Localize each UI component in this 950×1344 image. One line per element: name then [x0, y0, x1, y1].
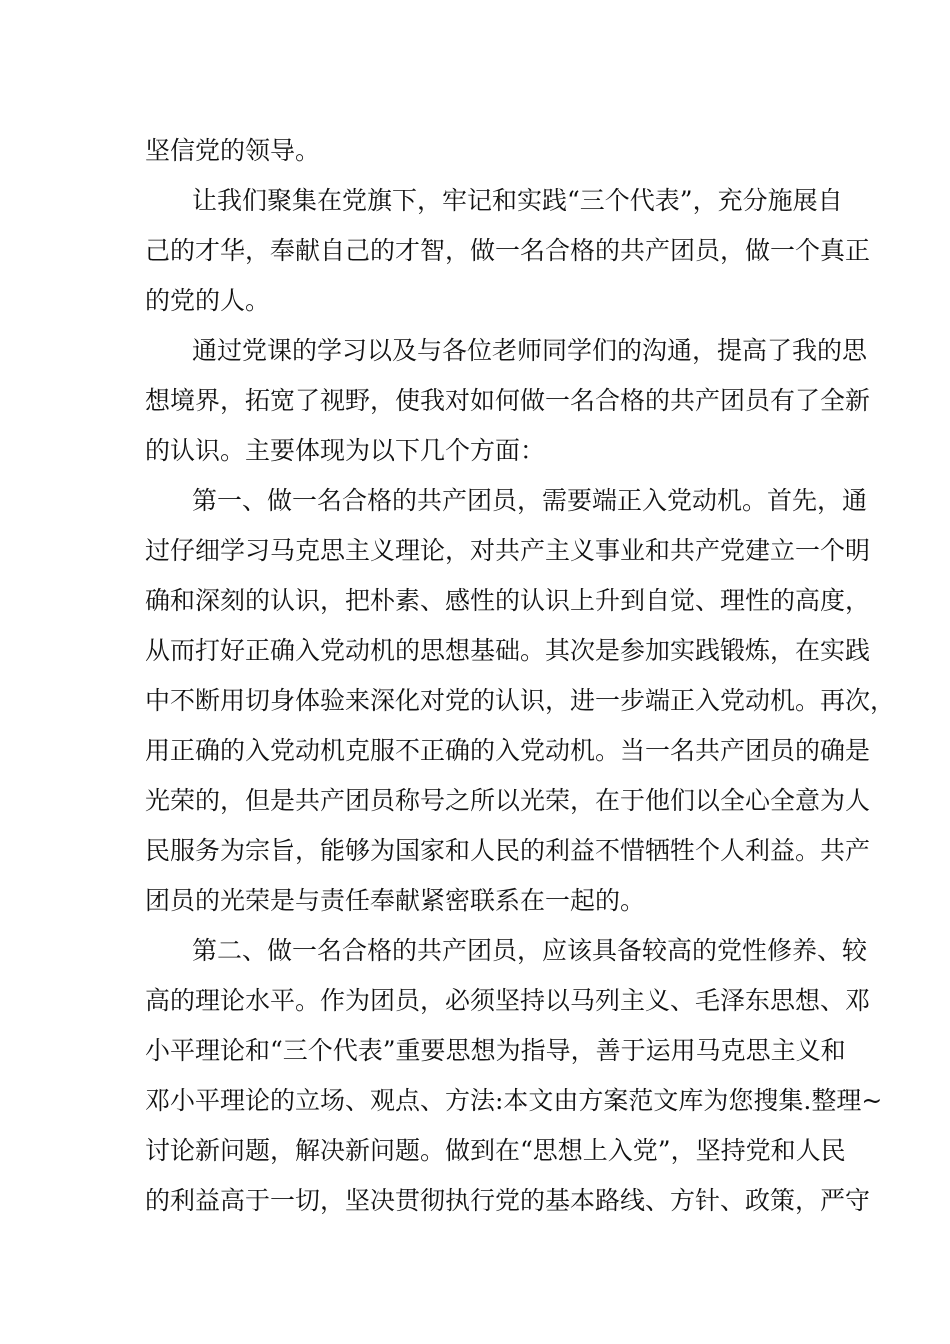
text-line: 确和深刻的认识，把朴素、感性的认识上升到自觉、理性的高度， [145, 586, 871, 615]
text-line: 从而打好正确入党动机的思想基础。其次是参加实践锻炼，在实践 [145, 636, 871, 665]
text-line: 团员的光荣是与责任奉献紧密联系在一起的。 [145, 886, 646, 915]
text-line: 光荣的，但是共产团员称号之所以光荣，在于他们以全心全意为人 [145, 786, 871, 815]
text-line: 想境界，拓宽了视野，使我对如何做一名合格的共产团员有了全新 [145, 386, 871, 415]
text-line: 坚信党的领导。 [145, 136, 321, 165]
text-line: 讨论新问题，解决新问题。做到在“思想上入党”，坚持党和人民 [145, 1136, 846, 1165]
text-line: 通过党课的学习以及与各位老师同学们的沟通，提高了我的思 [192, 336, 868, 365]
text-line: 邓小平理论的立场、观点、方法:本文由方案范文库为您搜集.整理~ [145, 1086, 883, 1115]
text-line: 第二、做一名合格的共产团员，应该具备较高的党性修养、较 [192, 936, 868, 965]
text-line: 己的才华，奉献自己的才智，做一名合格的共产团员，做一个真正 [145, 236, 871, 265]
text-line: 的认识。主要体现为以下几个方面： [145, 436, 546, 465]
text-line: 小平理论和“三个代表”重要思想为指导，善于运用马克思主义和 [145, 1036, 846, 1065]
text-line: 过仔细学习马克思主义理论，对共产主义事业和共产党建立一个明 [145, 536, 871, 565]
text-line: 的党的人。 [145, 286, 271, 315]
text-line: 第一、做一名合格的共产团员，需要端正入党动机。首先，通 [192, 486, 868, 515]
text-line: 民服务为宗旨，能够为国家和人民的利益不惜牺牲个人利益。共产 [145, 836, 871, 865]
text-line: 的利益高于一切，坚决贯彻执行党的基本路线、方针、政策，严守 [145, 1186, 871, 1215]
text-line: 中不断用切身体验来深化对党的认识，进一步端正入党动机。再次， [145, 686, 896, 715]
text-line: 让我们聚集在党旗下，牢记和实践“三个代表”，充分施展自 [192, 186, 843, 215]
text-line: 用正确的入党动机克服不正确的入党动机。当一名共产团员的确是 [145, 736, 871, 765]
text-line: 高的理论水平。作为团员，必须坚持以马列主义、毛泽东思想、邓 [145, 986, 871, 1015]
